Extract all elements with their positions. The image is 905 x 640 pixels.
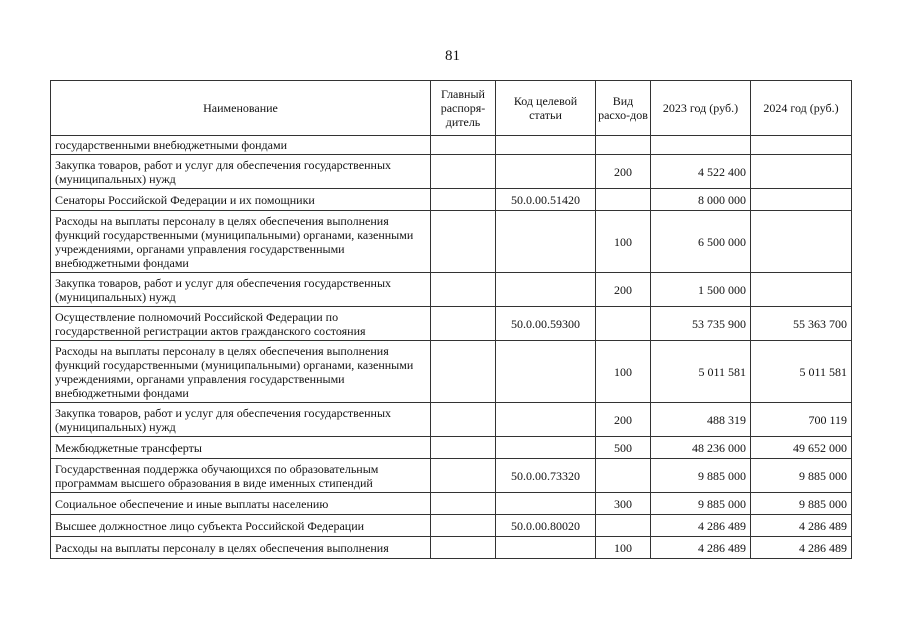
cell-name: Закупка товаров, работ и услуг для обеспечения государственных (муниципальных) нужд: [51, 155, 431, 189]
cell-year-2023: 53 735 900: [651, 307, 751, 341]
cell-main-manager: [431, 493, 496, 515]
header-year-2024: 2024 год (руб.): [751, 81, 852, 136]
cell-year-2024: [751, 155, 852, 189]
cell-expense-type: 100: [596, 341, 651, 403]
cell-year-2024: 9 885 000: [751, 459, 852, 493]
cell-year-2024: [751, 273, 852, 307]
cell-main-manager: [431, 459, 496, 493]
cell-expense-type: 100: [596, 537, 651, 559]
cell-target-code: [496, 493, 596, 515]
header-target-code: Код целевой статьи: [496, 81, 596, 136]
cell-target-code: [496, 341, 596, 403]
cell-name: государственными внебюджетными фондами: [51, 136, 431, 155]
table-row: [51, 459, 852, 493]
cell-main-manager: [431, 341, 496, 403]
cell-year-2024: [751, 189, 852, 211]
table-row: [51, 273, 852, 307]
cell-main-manager: [431, 307, 496, 341]
table-row: [51, 155, 852, 189]
cell-main-manager: [431, 273, 496, 307]
table-body: [51, 136, 852, 559]
cell-name: Закупка товаров, работ и услуг для обеспечения государственных (муниципальных) нужд: [51, 403, 431, 437]
cell-target-code: 50.0.00.73320: [496, 459, 596, 493]
cell-year-2023: 5 011 581: [651, 341, 751, 403]
cell-year-2023: 4 286 489: [651, 537, 751, 559]
cell-name: Сенаторы Российской Федерации и их помощники: [51, 189, 431, 211]
cell-target-code: 50.0.00.59300: [496, 307, 596, 341]
cell-expense-type: [596, 189, 651, 211]
cell-expense-type: 200: [596, 155, 651, 189]
cell-year-2023: 4 286 489: [651, 515, 751, 537]
table-row: [51, 493, 852, 515]
budget-table: [50, 80, 852, 559]
table-header-row: [51, 81, 852, 136]
cell-year-2023: 8 000 000: [651, 189, 751, 211]
table-row: [51, 307, 852, 341]
cell-name: Расходы на выплаты персоналу в целях обеспечения выполнения функций государственными (муниципальными) органами, казенными учреждениями, органами управления государственными внебюджетными фондами: [51, 341, 431, 403]
cell-main-manager: [431, 403, 496, 437]
cell-target-code: [496, 403, 596, 437]
cell-expense-type: [596, 307, 651, 341]
cell-name: Расходы на выплаты персоналу в целях обеспечения выполнения: [51, 537, 431, 559]
cell-expense-type: [596, 136, 651, 155]
cell-year-2023: 9 885 000: [651, 493, 751, 515]
cell-target-code: [496, 211, 596, 273]
cell-expense-type: 200: [596, 403, 651, 437]
cell-year-2024: 4 286 489: [751, 537, 852, 559]
table-row: [51, 515, 852, 537]
cell-main-manager: [431, 437, 496, 459]
cell-name: Социальное обеспечение и иные выплаты населению: [51, 493, 431, 515]
cell-name: Осуществление полномочий Российской Федерации по государственной регистрации актов гражданского состояния: [51, 307, 431, 341]
cell-expense-type: 100: [596, 211, 651, 273]
cell-year-2024: [751, 136, 852, 155]
cell-year-2023: [651, 136, 751, 155]
cell-main-manager: [431, 136, 496, 155]
cell-year-2023: 6 500 000: [651, 211, 751, 273]
table-row: [51, 189, 852, 211]
cell-expense-type: 500: [596, 437, 651, 459]
cell-target-code: [496, 155, 596, 189]
table-row: [51, 136, 852, 155]
header-name: Наименование: [51, 81, 431, 136]
cell-main-manager: [431, 537, 496, 559]
cell-expense-type: [596, 459, 651, 493]
table-row: [51, 537, 852, 559]
cell-target-code: [496, 437, 596, 459]
cell-year-2024: 5 011 581: [751, 341, 852, 403]
table-row: [51, 211, 852, 273]
cell-target-code: 50.0.00.80020: [496, 515, 596, 537]
cell-target-code: [496, 537, 596, 559]
cell-year-2023: 1 500 000: [651, 273, 751, 307]
cell-expense-type: [596, 515, 651, 537]
cell-year-2024: 700 119: [751, 403, 852, 437]
cell-main-manager: [431, 189, 496, 211]
cell-year-2024: 9 885 000: [751, 493, 852, 515]
cell-year-2023: 488 319: [651, 403, 751, 437]
cell-name: Высшее должностное лицо субъекта Российской Федерации: [51, 515, 431, 537]
header-year-2023: 2023 год (руб.): [651, 81, 751, 136]
cell-target-code: [496, 273, 596, 307]
cell-name: Межбюджетные трансферты: [51, 437, 431, 459]
table-row: [51, 437, 852, 459]
cell-year-2023: 4 522 400: [651, 155, 751, 189]
cell-name: Закупка товаров, работ и услуг для обеспечения государственных (муниципальных) нужд: [51, 273, 431, 307]
table-row: [51, 403, 852, 437]
cell-main-manager: [431, 155, 496, 189]
page-number: 81: [445, 48, 460, 64]
table-row: [51, 341, 852, 403]
cell-main-manager: [431, 211, 496, 273]
cell-main-manager: [431, 515, 496, 537]
cell-year-2023: 9 885 000: [651, 459, 751, 493]
cell-year-2024: 55 363 700: [751, 307, 852, 341]
header-main-manager: Главный распоря-дитель: [431, 81, 496, 136]
cell-name: Государственная поддержка обучающихся по образовательным программам высшего образования в виде именных стипендий: [51, 459, 431, 493]
cell-expense-type: 300: [596, 493, 651, 515]
cell-name: Расходы на выплаты персоналу в целях обеспечения выполнения функций государственными (муниципальными) органами, казенными учреждениями, органами управления государственными внебюджетными фондами: [51, 211, 431, 273]
cell-year-2024: 49 652 000: [751, 437, 852, 459]
cell-year-2023: 48 236 000: [651, 437, 751, 459]
header-expense-type: Вид расхо-дов: [596, 81, 651, 136]
cell-expense-type: 200: [596, 273, 651, 307]
cell-year-2024: 4 286 489: [751, 515, 852, 537]
cell-target-code: [496, 136, 596, 155]
cell-year-2024: [751, 211, 852, 273]
cell-target-code: 50.0.00.51420: [496, 189, 596, 211]
